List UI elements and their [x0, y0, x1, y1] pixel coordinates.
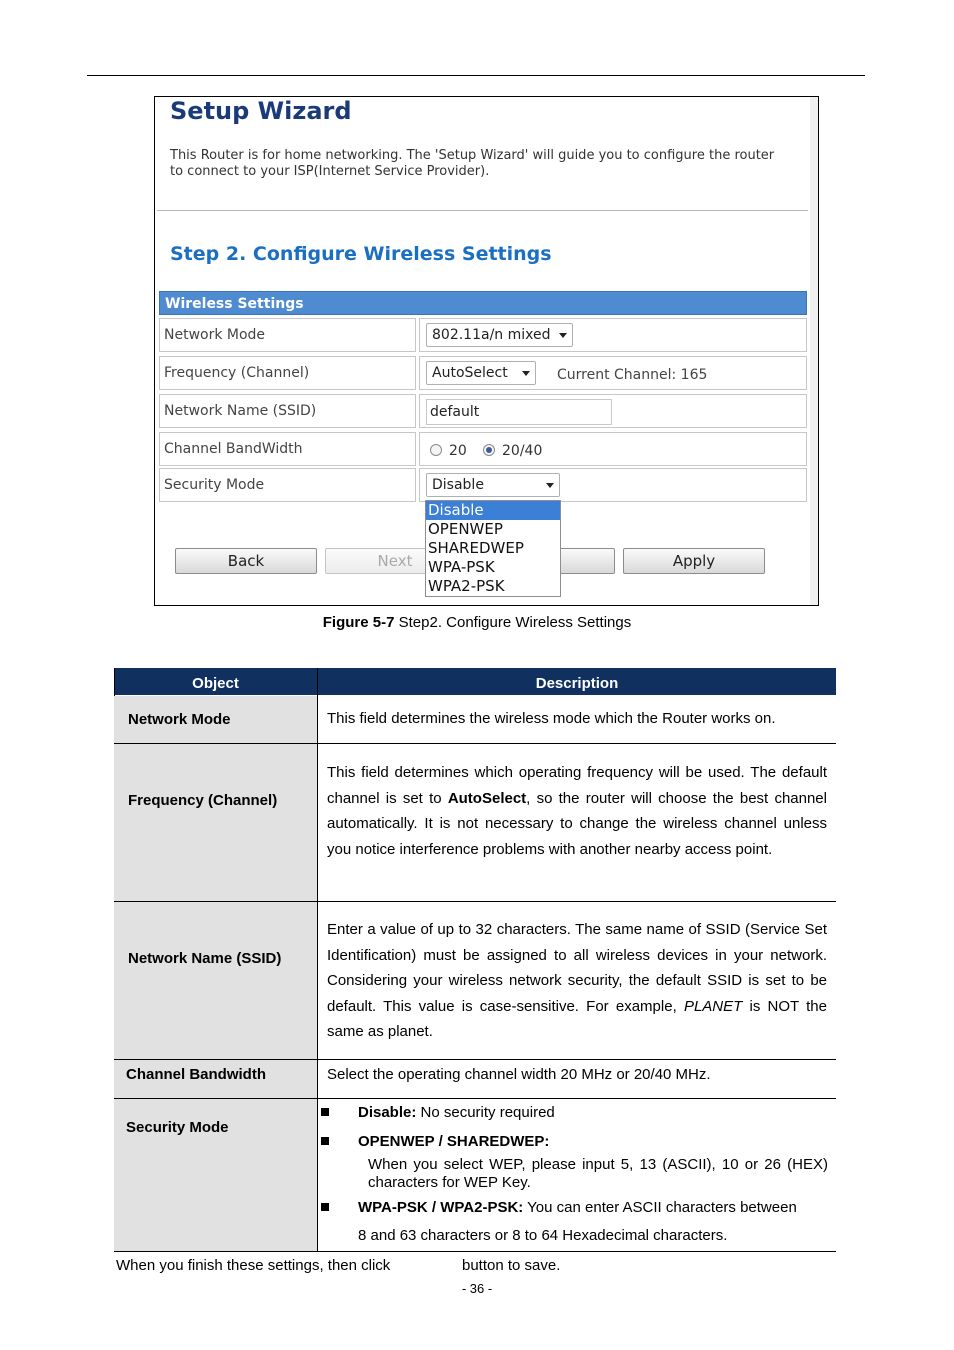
chevron-down-icon — [546, 483, 554, 488]
footer-note: When you finish these settings, then click — [116, 1257, 391, 1274]
desc-bandwidth: Select the operating channel width 20 MHz or 20/40 MHz. — [327, 1066, 711, 1083]
row-frequency — [159, 356, 807, 390]
row-security — [159, 468, 807, 502]
wizard-divider — [157, 210, 808, 211]
security-select[interactable]: Disable — [426, 473, 560, 497]
row-ssid — [159, 394, 807, 428]
bandwidth-label: Channel BandWidth — [159, 432, 416, 466]
chevron-down-icon — [522, 371, 530, 376]
dropdown-option[interactable]: SHAREDWEP — [428, 539, 524, 557]
header-description: Description — [318, 668, 836, 695]
back-button[interactable]: Back — [175, 548, 317, 574]
header-rule — [87, 75, 865, 76]
page-number: - 36 - — [461, 1281, 493, 1296]
row-divider — [114, 1059, 836, 1060]
wizard-screenshot — [154, 96, 819, 606]
wizard-intro: This Router is for home networking. The 'Setup Wizard' will guide you to configure the router to connect to your ISP(Internet Service Provider). — [170, 148, 775, 179]
bandwidth-2040-radio[interactable] — [483, 444, 495, 456]
wep-description: When you select WEP, please input 5, 13 (ASCII), 10 or 26 (HEX) characters for WEP Key. — [368, 1156, 828, 1191]
next-button[interactable]: Next — [325, 548, 465, 574]
square-bullet-icon — [321, 1203, 329, 1211]
bandwidth-20-radio[interactable] — [430, 444, 442, 456]
dropdown-option[interactable]: OPENWEP — [428, 520, 503, 538]
dropdown-option[interactable]: Disable — [426, 501, 560, 520]
wpa-description-cont: 8 and 63 characters or 8 to 64 Hexadecimal characters. — [358, 1227, 728, 1244]
network-mode-label: Network Mode — [159, 318, 416, 352]
obj-security: Security Mode — [114, 1099, 317, 1251]
security-dropdown-list — [425, 500, 561, 597]
footer-note-end: button to save. — [462, 1257, 561, 1274]
scrollbar[interactable] — [810, 97, 818, 605]
desc-network-mode: This field determines the wireless mode which the Router works on. — [327, 710, 776, 727]
bandwidth-2040-label: 20/40 — [502, 443, 543, 459]
security-label: Security Mode — [159, 468, 416, 502]
dropdown-option[interactable]: WPA2-PSK — [428, 577, 505, 595]
row-network-mode — [159, 318, 807, 352]
table-edge — [114, 668, 115, 696]
desc-frequency: This field determines which operating frequency will be used. The default channel is set to AutoSelect, so the router will choose the best channel automatically. It is not necessary to change the wireless channel unless you notice interference problems with another nearby access point. — [327, 764, 827, 858]
row-divider — [114, 1098, 836, 1099]
wireless-settings-header: Wireless Settings — [159, 291, 807, 315]
figure-caption: Figure 5-7 Step2. Configure Wireless Settings — [322, 614, 632, 631]
desc-ssid: Enter a value of up to 32 characters. The same name of SSID (Service Set Identification) must be assigned to all wireless devices in your network. Considering your wireless network security, the default SSID is set to be default. This value is case-sensitive. For example, PLANET is NOT the same as planet. — [327, 921, 827, 1040]
network-mode-select[interactable]: 802.11a/n mixed — [426, 323, 573, 347]
step-title: Step 2. Configure Wireless Settings — [170, 243, 552, 265]
frequency-select[interactable]: AutoSelect — [426, 361, 536, 385]
square-bullet-icon — [321, 1137, 329, 1145]
column-divider — [317, 668, 318, 1251]
current-channel: Current Channel: 165 — [557, 367, 708, 383]
ssid-input[interactable]: default — [426, 399, 612, 425]
row-divider — [114, 743, 836, 744]
chevron-down-icon — [559, 333, 567, 338]
square-bullet-icon — [321, 1108, 329, 1116]
header-object: Object — [114, 668, 317, 695]
obj-frequency: Frequency (Channel) — [114, 744, 317, 901]
obj-bandwidth: Channel Bandwidth — [114, 1060, 317, 1098]
wizard-title: Setup Wizard — [170, 97, 352, 125]
dropdown-option[interactable]: WPA-PSK — [428, 558, 495, 576]
ssid-label: Network Name (SSID) — [159, 394, 416, 428]
row-divider — [114, 901, 836, 902]
row-divider — [114, 1251, 836, 1252]
frequency-label: Frequency (Channel) — [159, 356, 416, 390]
obj-ssid: Network Name (SSID) — [114, 902, 317, 1059]
apply-button[interactable]: Apply — [623, 548, 765, 574]
bandwidth-20-label: 20 — [449, 443, 467, 459]
obj-network-mode: Network Mode — [114, 696, 317, 743]
row-bandwidth — [159, 432, 807, 466]
